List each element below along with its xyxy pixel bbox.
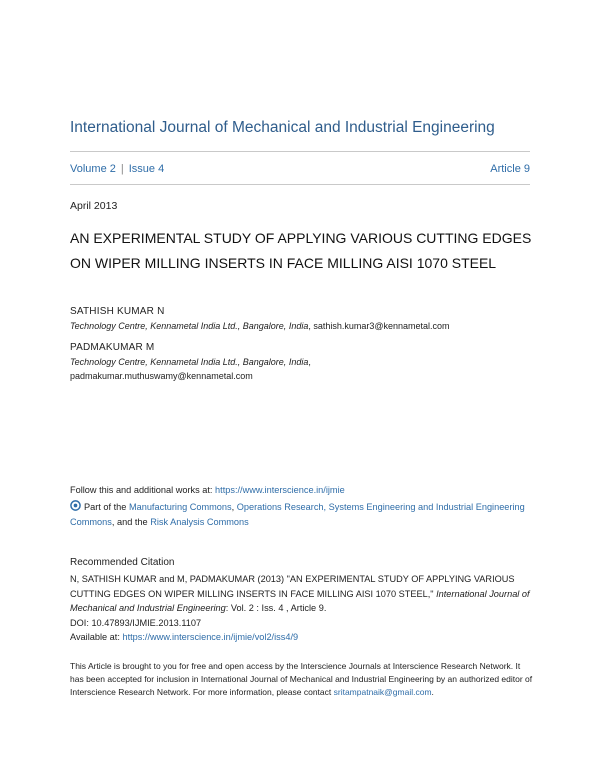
author-email[interactable]: sathish.kumar3@kennametal.com [313,321,450,331]
author-affiliation: Technology Centre, Kennametal India Ltd., Bangalore, India, padmakumar.muthuswamy@kennametal.com [70,357,311,381]
follow-link[interactable]: https://www.interscience.in/ijmie [215,485,345,495]
volume-issue [70,163,164,175]
publication-date: April 2013 [70,200,118,212]
citation-doi: DOI: 10.47893/IJMIE.2013.1107 [70,617,202,628]
available-prefix: Available at: [70,632,123,642]
volume-divider [70,184,530,185]
operations-research-link[interactable]: Operations Research, Systems Engineering and Industrial Engineering Commons [70,502,525,527]
author-name: SATHISH KUMAR N [70,306,165,317]
follow-text: Follow this and additional works at: [70,485,216,495]
citation-volume: : Vol. 2 : Iss. 4 , Article 9. [225,603,327,613]
affiliation-text: Technology Centre, Kennametal India Ltd., Bangalore, India [70,357,309,367]
volume-link[interactable]: Volume 2 [70,163,116,175]
separator: | [120,163,124,175]
network-icon [70,500,81,511]
author-email[interactable]: padmakumar.muthuswamy@kennametal.com [70,371,253,381]
follow-line [70,483,345,498]
footer-end: . [431,687,434,697]
journal-title: International Journal of Mechanical and Industrial Engineering [70,119,495,136]
available-link[interactable]: https://www.interscience.in/ijmie/vol2/iss4/9 [122,632,299,642]
risk-analysis-commons-link[interactable]: Risk Analysis Commons [150,517,249,527]
author-affiliation: Technology Centre, Kennametal India Ltd., Bangalore, India, sathish.kumar3@kennametal.com [70,321,450,331]
footer-notice [70,660,535,699]
article-link[interactable]: Article 9 [490,163,530,175]
citation-text: N, SATHISH KUMAR and M, PADMAKUMAR (2013) "AN EXPERIMENTAL STUDY OF APPLYING VARIOUS CUTTING EDGES ON WIPER MILLING INSERTS IN FACE MILLING AISI 1070 STEEL," [70,574,515,599]
recommended-citation-heading: Recommended Citation [70,557,175,568]
part-of-prefix: Part of the [84,502,129,512]
issue-link[interactable]: Issue 4 [128,163,165,175]
part-of-line [70,500,530,530]
author-name: PADMAKUMAR M [70,342,155,353]
contact-email-link[interactable]: sritampatnaik@gmail.com [333,687,432,697]
manufacturing-commons-link[interactable]: Manufacturing Commons [128,502,232,512]
citation-journal: International Journal of Mechanical and Industrial Engineering [70,588,530,613]
header-divider [70,151,530,152]
separator: , [231,502,237,512]
footer-text: This Article is brought to you for free and open access by the Interscience Journals at Interscience Research Network. It has been accepted for inclusion in International Journal of Mechanical and Industrial Engineering by an authorized editor of Interscience Research Network. For more information, please contact [70,661,533,697]
separator: , and the [111,517,151,527]
article-title: AN EXPERIMENTAL STUDY OF APPLYING VARIOUS CUTTING EDGES ON WIPER MILLING INSERTS IN FACE MILLING AISI 1070 STEEL [70,230,532,271]
affiliation-text: Technology Centre, Kennametal India Ltd., Bangalore, India [70,321,309,331]
recommended-citation [70,572,535,645]
